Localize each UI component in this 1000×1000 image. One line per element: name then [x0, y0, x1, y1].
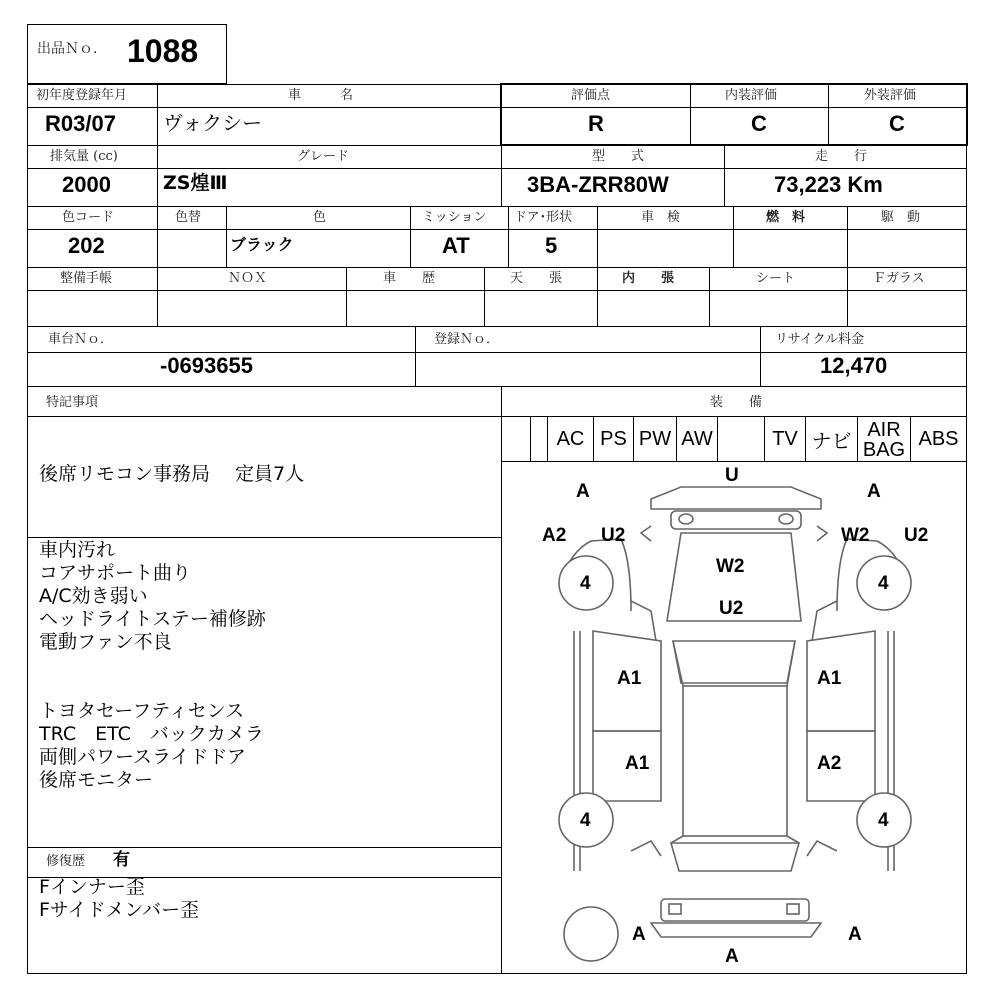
roof — [683, 686, 787, 836]
color-code-label: 色コード — [62, 210, 115, 225]
equipment-cell — [764, 416, 806, 462]
door-value: 5 — [545, 233, 558, 258]
year-value: R03/07 — [45, 111, 116, 136]
mark-rear-bottom: A — [725, 946, 739, 967]
mark-left-fender-2: U2 — [601, 525, 626, 546]
mark-right-front-door: A1 — [817, 668, 842, 689]
notes-label: 特記事項 — [46, 395, 99, 410]
mark-wheel-rr: 4 — [878, 810, 889, 831]
equipment-item-label: ABS — [918, 428, 959, 450]
name-value: ヴォクシー — [163, 111, 263, 135]
equipment-item-label: AW — [681, 428, 713, 450]
chassis-value: -0693655 — [160, 353, 253, 378]
front-bumper — [651, 487, 821, 509]
repaint-label: 色替 — [175, 210, 202, 225]
mark-wheel-fl: 4 — [580, 573, 591, 594]
windshield — [673, 641, 795, 683]
equipment-cell — [676, 416, 718, 462]
mileage-value: 73,223 Km — [774, 172, 883, 197]
door-label: ドア･形状 — [514, 210, 573, 225]
recycle-label: リサイクル料金 — [775, 332, 865, 347]
equipment-cell — [717, 416, 765, 462]
color-value: ブラック — [230, 235, 294, 254]
mark-hood-1: W2 — [716, 556, 745, 577]
mark-wheel-rl: 4 — [580, 810, 591, 831]
color-code-value: 202 — [68, 233, 105, 258]
history-label: 車 歴 — [383, 271, 436, 286]
mark-rear-left: A — [632, 924, 646, 945]
front-grille — [671, 511, 801, 529]
interior-trim-label: 内 張 — [622, 271, 675, 286]
repair-label: 修復歴 — [46, 854, 86, 869]
glass-label: Ｆガラス — [873, 271, 925, 286]
score-value: R — [588, 111, 604, 136]
equipment-item-label: ナビ — [811, 431, 852, 453]
name-label: 車 名 — [288, 88, 354, 103]
displacement-label: 排気量 (cc) — [50, 149, 118, 164]
lot-number: 1088 — [127, 33, 199, 69]
equipment-item-label: AIR BAG — [862, 418, 906, 461]
notes-block: 車内汚れ コアサポート曲り A/C効き弱い ヘッドライトステー補修跡 電動ファン不良 トヨタセーフティセンス TRC ETC バックカメラ 両側パワースライドドア 後席モニター — [39, 539, 266, 791]
mark-left-rear-door: A1 — [625, 753, 650, 774]
year-label: 初年度登録年月 — [36, 88, 128, 103]
exterior-label: 外装評価 — [864, 88, 917, 103]
spare-tire — [564, 907, 618, 961]
reg-label: 登録Ｎｏ． — [434, 332, 500, 347]
color-label: 色 — [313, 210, 327, 225]
nox-label: ＮＯＸ — [228, 271, 268, 286]
model-value: 3BA-ZRR80W — [527, 172, 669, 197]
grade-value: ZS煌Ⅲ — [163, 172, 228, 194]
notes-line1: 後席リモコン事務局 定員7人 — [39, 463, 305, 485]
recycle-value: 12,470 — [820, 353, 888, 378]
mark-front-top: U — [725, 465, 739, 486]
mark-hood-2: U2 — [719, 598, 744, 619]
mark-right-fender-1: W2 — [841, 525, 870, 546]
equipment-cell — [857, 416, 911, 462]
seat-label: シート — [756, 271, 796, 286]
equipment-label: 装 備 — [710, 395, 763, 410]
equipment-item-label: PW — [638, 428, 672, 450]
rear-hatch — [671, 843, 799, 871]
equipment-item-label: PS — [600, 428, 627, 450]
interior-value: C — [751, 111, 767, 136]
repair-value: 有 — [113, 850, 130, 870]
mark-front-right: A — [867, 481, 881, 502]
mission-label: ミッション — [422, 210, 487, 225]
equipment-cell — [805, 416, 858, 462]
mark-rear-right: A — [848, 924, 862, 945]
mark-left-front-door: A1 — [617, 668, 642, 689]
score-label: 評価点 — [571, 88, 611, 103]
equipment-item-label: TV — [772, 428, 798, 450]
equipment-cell — [547, 416, 594, 462]
equipment-cell — [633, 416, 677, 462]
mark-right-rear-door: A2 — [817, 753, 842, 774]
interior-label: 内装評価 — [725, 88, 778, 103]
manual-label: 整備手帳 — [60, 271, 113, 286]
equipment-cell-blank — [530, 416, 548, 462]
fuel-label: 燃 料 — [766, 210, 806, 225]
mileage-label: 走 行 — [815, 149, 868, 164]
mark-right-fender-2: U2 — [904, 525, 929, 546]
equipment-item-label: AC — [556, 428, 585, 450]
equipment-cell — [910, 416, 967, 462]
exterior-value: C — [889, 111, 905, 136]
displacement-value: 2000 — [62, 172, 111, 197]
mark-front-left: A — [576, 481, 590, 502]
car-diagram — [501, 461, 967, 974]
mission-value: AT — [442, 233, 470, 258]
inspection-label: 車 検 — [641, 210, 681, 225]
chassis-label: 車台Ｎｏ． — [48, 332, 114, 347]
model-label: 型 式 — [592, 149, 645, 164]
repair-details: Fインナー歪 Fサイドメンバー歪 — [39, 876, 200, 921]
roof-label: 天 張 — [510, 271, 563, 286]
drive-label: 駆 動 — [881, 210, 921, 225]
grade-label: グレード — [297, 149, 350, 164]
mark-wheel-fr: 4 — [878, 573, 889, 594]
equipment-cell — [593, 416, 634, 462]
lot-label: 出品Ｎｏ． — [37, 41, 107, 57]
mark-left-fender-1: A2 — [542, 525, 567, 546]
front-emblem — [679, 514, 693, 524]
